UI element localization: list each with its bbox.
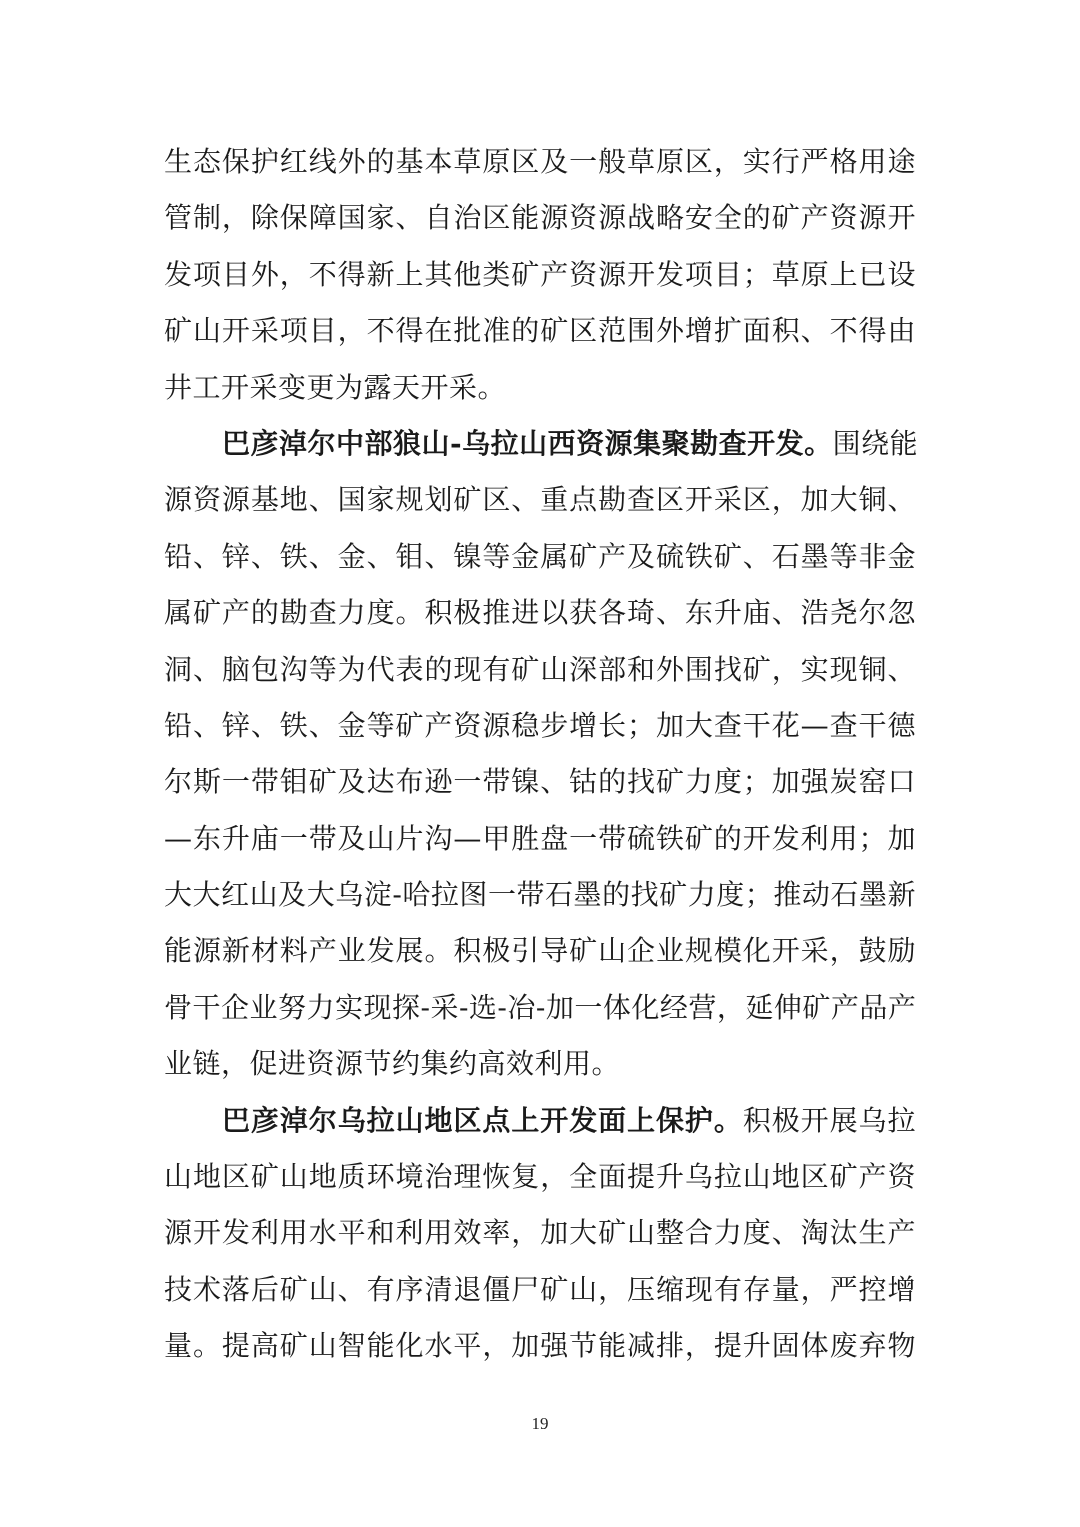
paragraph-line: 能源新材料产业发展。积极引导矿山企业规模化开采，鼓励 bbox=[164, 934, 916, 968]
document-body bbox=[164, 134, 919, 1375]
page-number: 19 bbox=[531, 1414, 549, 1433]
paragraph-line: 骨干企业努力实现探-采-选-冶-加一体化经营，延伸矿产品产 bbox=[164, 990, 917, 1024]
paragraph-line: —东升庙一带及山片沟—甲胜盘一带硫铁矿的开发利用；加 bbox=[164, 821, 916, 855]
paragraph-line: 矿山开采项目，不得在批准的矿区范围外增扩面积、不得由 bbox=[164, 314, 916, 348]
paragraph-line: 井工开采变更为露天开采。 bbox=[164, 370, 507, 404]
paragraph-line: 源资源基地、国家规划矿区、重点勘查区开采区，加大铜、 bbox=[164, 483, 916, 517]
paragraph-line: 发项目外，不得新上其他类矿产资源开发项目；草原上已设 bbox=[164, 257, 916, 291]
paragraph-langshan-wulashan bbox=[164, 416, 919, 1093]
paragraph-text: 积极开展乌拉 bbox=[742, 1103, 916, 1137]
paragraph-line: 源开发利用水平和利用效率，加大矿山整合力度、淘汰生产 bbox=[164, 1216, 916, 1250]
paragraph-wulashan-protection bbox=[164, 1093, 916, 1375]
paragraph-line: 管制，除保障国家、自治区能源资源战略安全的矿产资源开 bbox=[164, 201, 916, 235]
paragraph-text: 围绕能 bbox=[832, 426, 919, 460]
paragraph-first-line bbox=[164, 1093, 916, 1149]
paragraph-line: 山地区矿山地质环境治理恢复，全面提升乌拉山地区矿产资 bbox=[164, 1160, 916, 1194]
paragraph-heading: 巴彦淖尔乌拉山地区点上开发面上保护。 bbox=[222, 1103, 743, 1137]
paragraph-line: 铅、锌、铁、金、钼、镍等金属矿产及硫铁矿、石墨等非金 bbox=[164, 539, 916, 573]
paragraph-line: 业链，促进资源节约集约高效利用。 bbox=[164, 1047, 621, 1081]
paragraph-line: 大大红山及大乌淀-哈拉图一带石墨的找矿力度；推动石墨新 bbox=[164, 878, 916, 912]
paragraph-first-line bbox=[164, 416, 919, 472]
paragraph-line: 生态保护红线外的基本草原区及一般草原区，实行严格用途 bbox=[164, 145, 916, 178]
paragraph-line: 尔斯一带钼矿及达布逊一带镍、钴的找矿力度；加强炭窑口 bbox=[164, 765, 916, 799]
paragraph-line: 属矿产的勘查力度。积极推进以获各琦、东升庙、浩尧尔忽 bbox=[164, 596, 916, 630]
paragraph-line: 铅、锌、铁、金等矿产资源稳步增长；加大查干花—查干德 bbox=[164, 708, 916, 742]
paragraph-line: 技术落后矿山、有序清退僵尸矿山，压缩现有存量，严控增 bbox=[164, 1272, 916, 1306]
paragraph-line: 洞、脑包沟等为代表的现有矿山深部和外围找矿，实现铜、 bbox=[164, 652, 916, 686]
paragraph-line: 量。提高矿山智能化水平，加强节能减排，提升固体废弃物 bbox=[164, 1329, 916, 1363]
paragraph-grassland-control bbox=[164, 134, 916, 416]
paragraph-heading: 巴彦淖尔中部狼山-乌拉山西资源集聚勘查开发。 bbox=[222, 426, 833, 460]
